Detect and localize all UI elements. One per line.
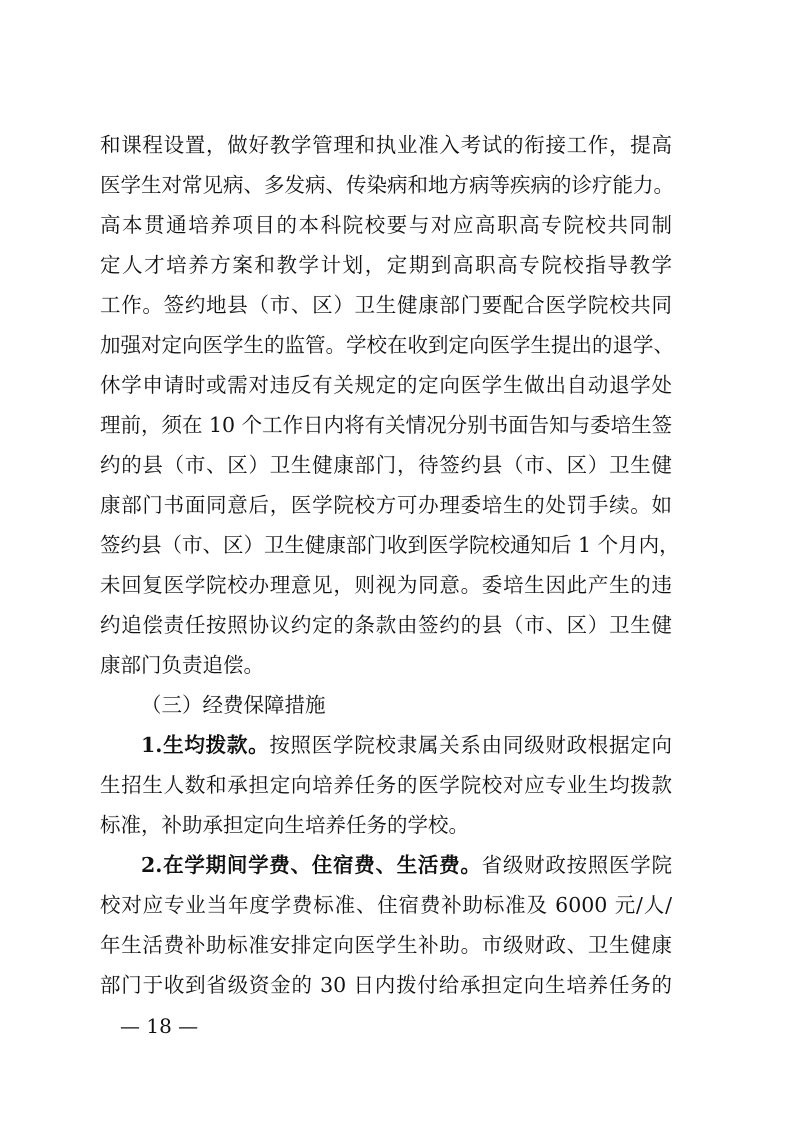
section-heading: （三）经费保障措施 bbox=[141, 693, 326, 717]
paragraph-line: 康部门负责追偿。 bbox=[100, 653, 264, 677]
paragraph-line: 约追偿责任按照协议约定的条款由签约的县（市、区）卫生健 bbox=[100, 613, 672, 637]
paragraph-line: 定人才培养方案和教学计划，定期到高职高专院校指导教学 bbox=[100, 253, 672, 277]
item-1-line: 标准，补助承担定向生培养任务的学校。 bbox=[100, 813, 469, 837]
item-2-line: 部门于收到省级资金的 30 日内拨付给承担定向生培养任务的 bbox=[100, 973, 672, 997]
paragraph-line: 工作。签约地县（市、区）卫生健康部门要配合医学院校共同 bbox=[100, 293, 672, 317]
paragraph-line: 高本贯通培养项目的本科院校要与对应高职高专院校共同制 bbox=[100, 213, 672, 237]
item-2-line bbox=[100, 845, 672, 885]
item-1-line: 生招生人数和承担定向培养任务的医学院校对应专业生均拨款 bbox=[100, 773, 672, 797]
paragraph-line: 医学生对常见病、多发病、传染病和地方病等疾病的诊疗能力。 bbox=[100, 173, 674, 197]
paragraph-line: 理前，须在 10 个工作日内将有关情况分别书面告知与委培生签 bbox=[100, 413, 673, 437]
item-2-text: 省级财政按照医学院 bbox=[481, 853, 673, 877]
item-1-text: 按照医学院校隶属关系由同级财政根据定向 bbox=[269, 733, 673, 757]
item-2-line: 年生活费补助标准安排定向医学生补助。市级财政、卫生健康 bbox=[100, 933, 672, 957]
page-number: — 18 — bbox=[120, 1014, 199, 1038]
item-1-title: 1.生均拨款。 bbox=[141, 733, 270, 757]
paragraph-line: 签约县（市、区）卫生健康部门收到医学院校通知后 1 个月内， bbox=[100, 533, 680, 557]
paragraph-line: 休学申请时或需对违反有关规定的定向医学生做出自动退学处 bbox=[100, 373, 672, 397]
item-1-line bbox=[100, 725, 672, 765]
paragraph-line: 和课程设置，做好教学管理和执业准入考试的衔接工作，提高 bbox=[100, 133, 672, 157]
body-text bbox=[100, 125, 680, 1005]
item-2-line: 校对应专业当年度学费标准、住宿费补助标准及 6000 元/人/ bbox=[100, 893, 672, 917]
paragraph-line: 康部门书面同意后，医学院校方可办理委培生的处罚手续。如 bbox=[100, 493, 672, 517]
item-2-title: 2.在学期间学费、住宿费、生活费。 bbox=[141, 853, 482, 877]
paragraph-line: 未回复医学院校办理意见，则视为同意。委培生因此产生的违 bbox=[100, 573, 672, 597]
paragraph-line: 加强对定向医学生的监管。学校在收到定向医学生提出的退学、 bbox=[100, 333, 674, 357]
paragraph-line: 约的县（市、区）卫生健康部门，待签约县（市、区）卫生健 bbox=[100, 453, 672, 477]
